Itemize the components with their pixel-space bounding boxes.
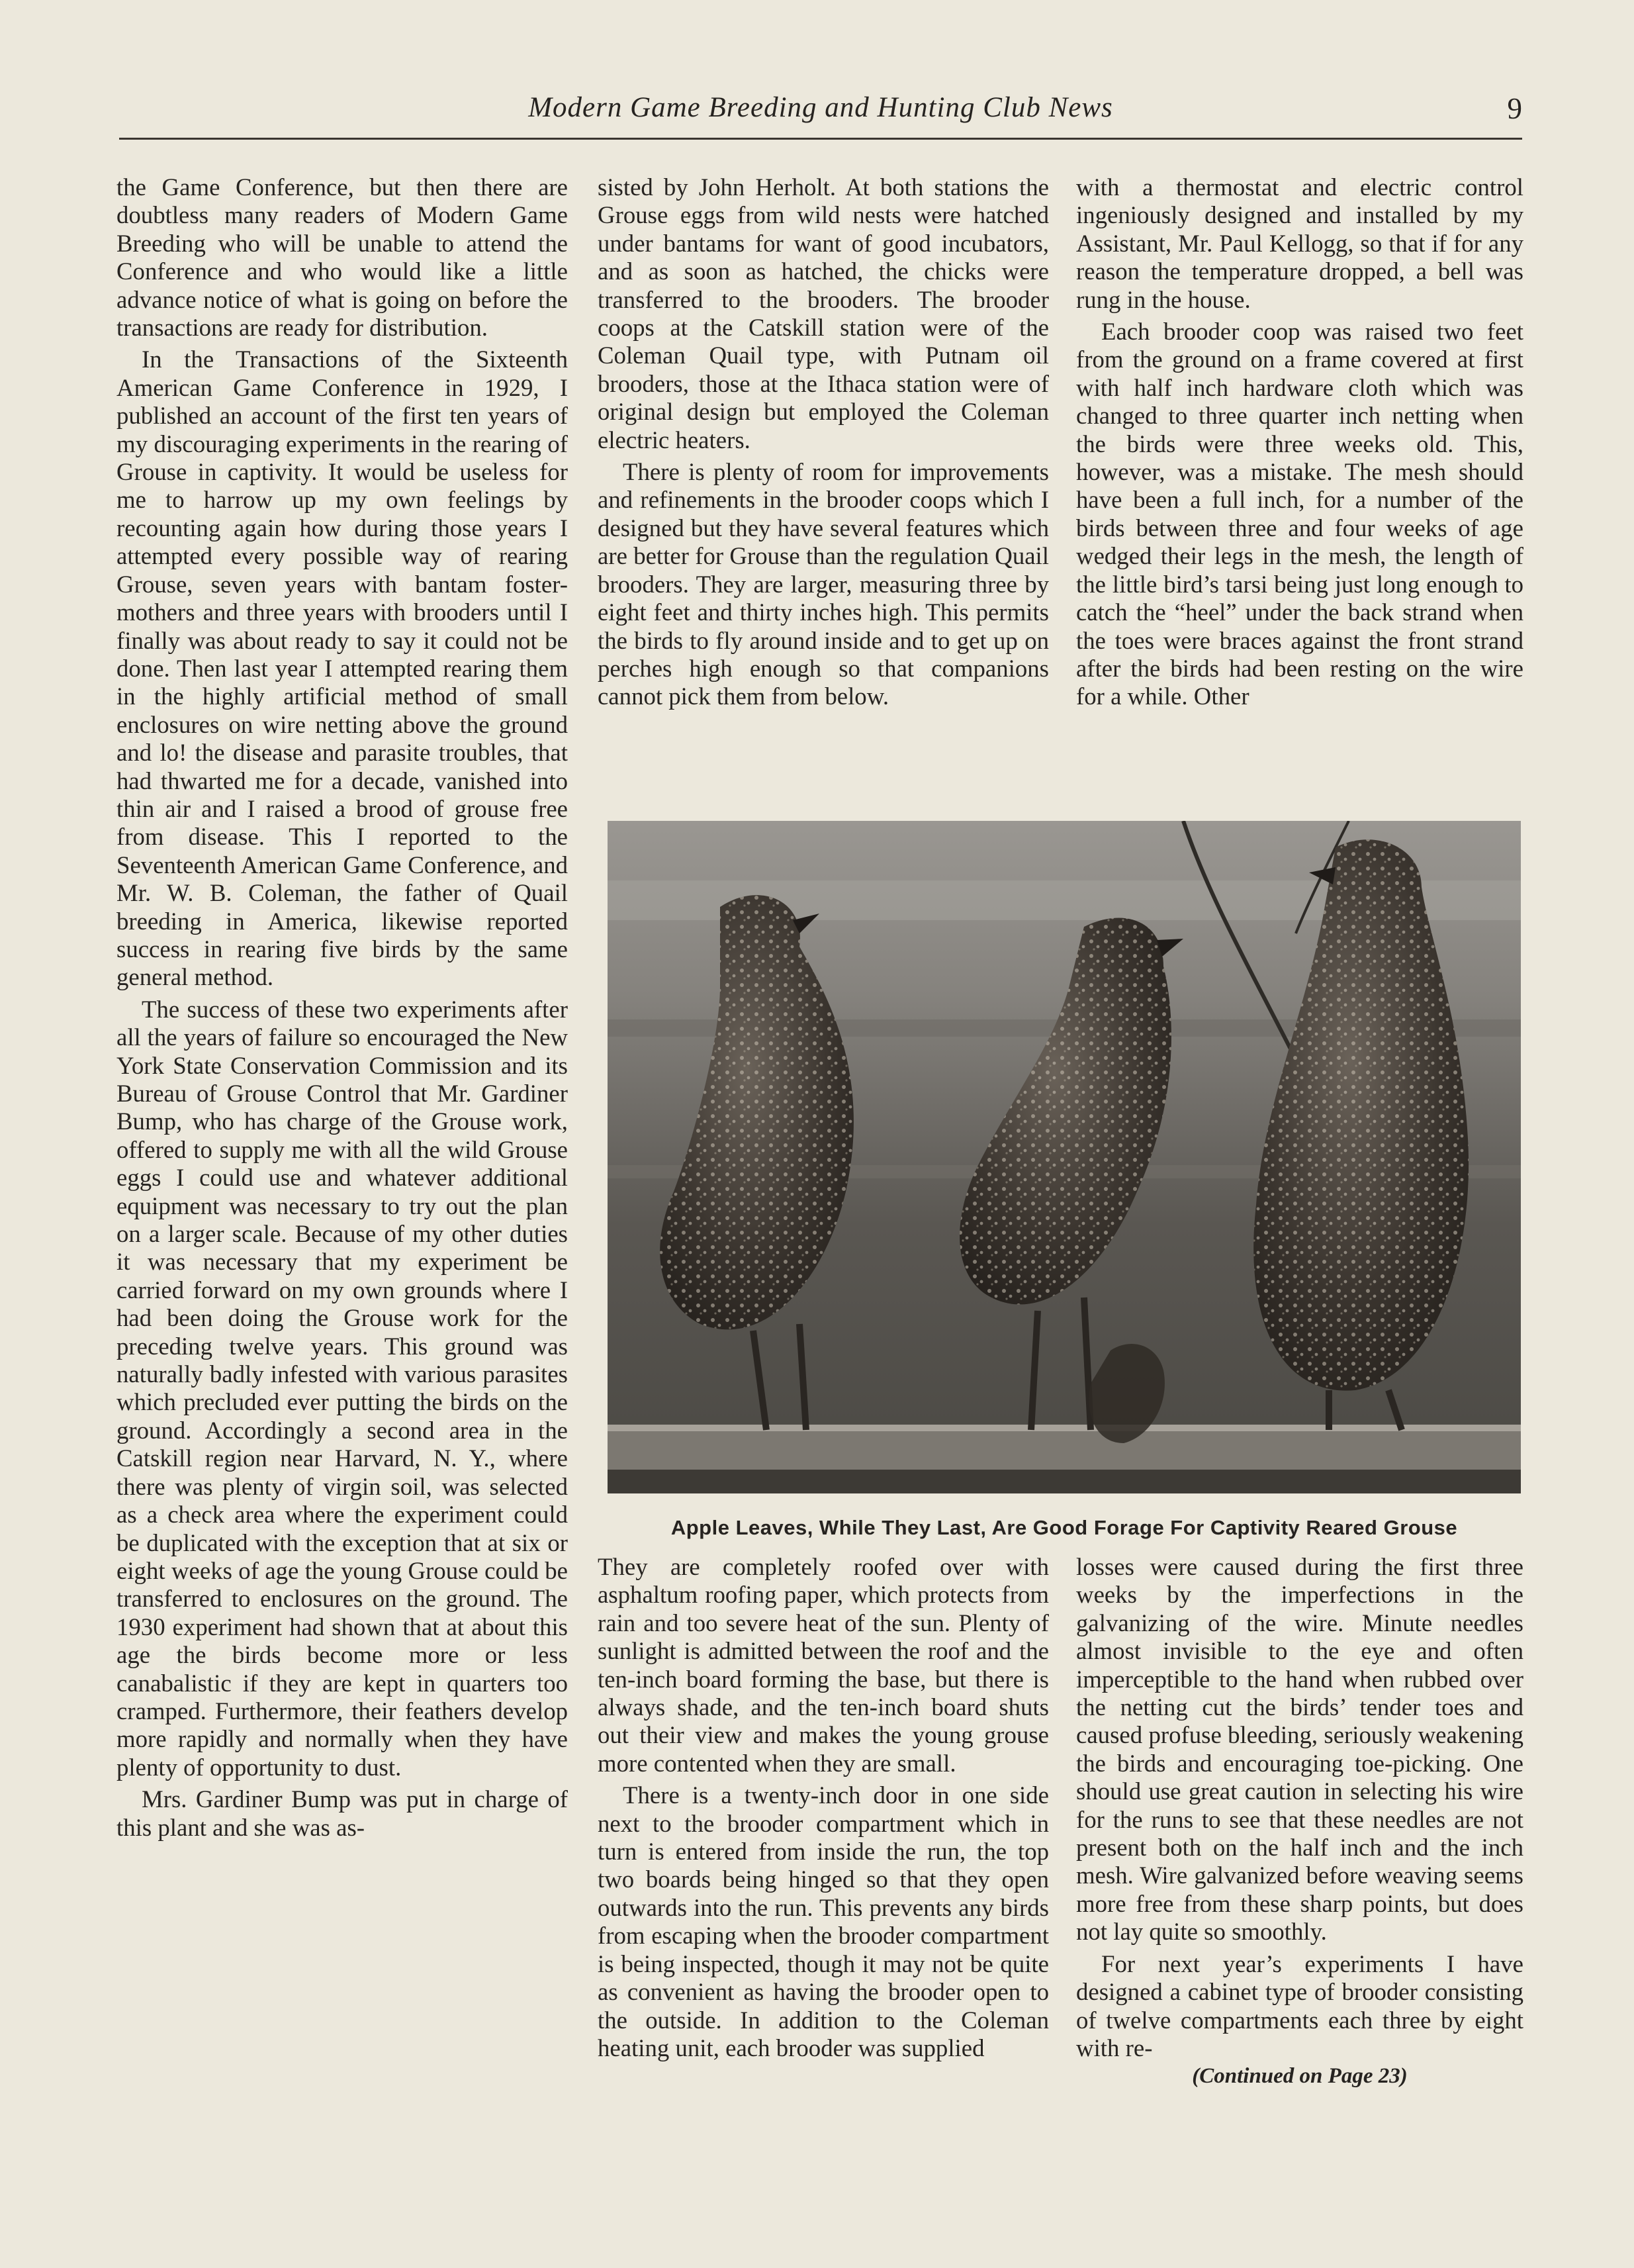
- paragraph: Each brooder coop was raised two feet from the ground on a frame covered at first with half inch hardware cloth which was changed to three quarter inch netting when the birds were three weeks old. This, however, was a mistake. The mesh should have been a full inch, for a number of the birds between three and four weeks of age wedged their legs in the mesh, the length of the little bird’s tarsi being just long enough to catch the “heel” under the back strand when the toes were braces against the front strand after the birds had been resting on the wire for a while. Other: [1076, 318, 1523, 710]
- column-2-bottom: [598, 1553, 1049, 2189]
- column-3-top: [1076, 173, 1523, 802]
- grouse-illustration: [608, 821, 1521, 1493]
- column-3-bottom: [1076, 1553, 1523, 2189]
- publication-title: Modern Game Breeding and Hunting Club News: [528, 92, 1113, 123]
- continued-notice: (Continued on Page 23): [1192, 2064, 1408, 2089]
- column-2-top: [598, 173, 1049, 802]
- paragraph: In the Transactions of the Sixteenth American Game Conference in 1929, I published an account of the first ten years of my discouraging experiments in the rearing of Grouse in captivity. It would be useless for me to harrow up my own feelings by recounting again how during those years I attempted every possible way of rearing Grouse, seven years with bantam foster-mothers and three years with brooders until I finally was about ready to say it could not be done. Then last year I attempted rearing them in the highly artificial method of small enclosures on wire netting above the ground and lo! the disease and parasite troubles, that had thwarted me for a decade, vanished into thin air and I raised a brood of grouse free from disease. This I reported to the Seventeenth American Game Conference, and Mr. W. B. Coleman, the father of Quail breeding in America, likewise reported success in rearing five birds by the same general method.: [116, 346, 568, 991]
- page-header: [119, 91, 1522, 140]
- paragraph: The success of these two experiments after all the years of failure so encouraged the New York State Conservation Commission and its Bureau of Grouse Control that Mr. Gardiner Bump, who has charge of the Grouse work, offered to supply me with all the wild Grouse eggs I could use and whatever additional equipment was necessary to try out the plan on a larger scale. Because of my other duties it was necessary that my experiment be carried forward on my own grounds where I had been doing the Grouse work for the preceding twelve years. This ground was naturally badly infested with various parasites which precluded ever putting the birds on the ground. Accordingly a second area in the Catskill region near Harvard, N. Y., where there was plenty of virgin soil, was selected as a check area where the experiment could be duplicated with the exception that at six or eight weeks of age the young Grouse could be transferred to enclosures on the ground. The 1930 experiment had shown that at about this age the birds become more or less canabalistic if they are kept in quarters too cramped. Furthermore, their feathers develop more rapidly and normally when they have plenty of opportunity to dust.: [116, 995, 568, 1781]
- paragraph: For next year’s experiments I have designed a cabinet type of brooder consisting of twelve compartments each three by eight with re-: [1076, 1950, 1523, 2061]
- grouse-photo: [608, 821, 1521, 1493]
- paragraph: sisted by John Herholt. At both stations the Grouse eggs from wild nests were hatched under bantams for want of good incubators, and as soon as hatched, the chicks were transferred to the brooders. The brooder coops at the Catskill station were of the Coleman Quail type, with Putnam oil brooders, those at the Ithaca station were of original design but employed the Coleman electric heaters.: [598, 173, 1049, 453]
- paragraph: the Game Conference, but then there are doubtless many readers of Modern Game Breeding who will be unable to attend the Conference and who would like a little advance notice of what is going on before the transactions are ready for distribution.: [116, 173, 568, 342]
- paragraph: There is plenty of room for improvements and refinements in the brooder coops which I designed but they have several features which are better for Grouse than the regulation Quail brooders. They are larger, measuring three by eight feet and thirty inches high. This permits the birds to fly around inside and to get up on perches high enough so that companions cannot pick them from below.: [598, 458, 1049, 710]
- paragraph: with a thermostat and electric control ingeniously designed and installed by my Assistant, Mr. Paul Kellogg, so that if for any reason the temperature dropped, a bell was rung in the house.: [1076, 173, 1523, 313]
- paragraph: Mrs. Gardiner Bump was put in charge of this plant and she was as-: [116, 1785, 568, 1841]
- column-1: [116, 173, 568, 2186]
- paragraph: There is a twenty-inch door in one side next to the brooder compartment which in turn is entered from inside the run, the top two boards being hinged so that they open outwards into the run. This prevents any birds from escaping when the brooder compartment is being inspected, though it may not be quite as convenient as having the brooder open to the outside. In addition to the Coleman heating unit, each brooder was supplied: [598, 1781, 1049, 2061]
- paragraph: They are completely roofed over with asphaltum roofing paper, which protects from rain and too severe heat of the sun. Plenty of sunlight is admitted between the roof and the ten-inch board forming the base, but there is always shade, and the ten-inch board shuts out their view and makes the young grouse more contented when they are small.: [598, 1553, 1049, 1777]
- photo-caption: Apple Leaves, While They Last, Are Good Forage For Captivity Reared Grouse: [670, 1516, 1458, 1539]
- paragraph: losses were caused during the first three weeks by the imperfections in the galvanizing of the wire. Minute needles almost invisible to the eye and often imperceptible to the hand when rubbed over the netting cut the birds’ tender toes and caused profuse bleeding, seriously weakening the birds and encouraging toe-picking. One should use great caution in selecting his wire for the runs to see that these needles are not present both on the half inch and the inch mesh. Wire galvanized before weaving seems more free from these sharp points, but does not lay quite so smoothly.: [1076, 1553, 1523, 1946]
- page-number: 9: [1507, 92, 1522, 125]
